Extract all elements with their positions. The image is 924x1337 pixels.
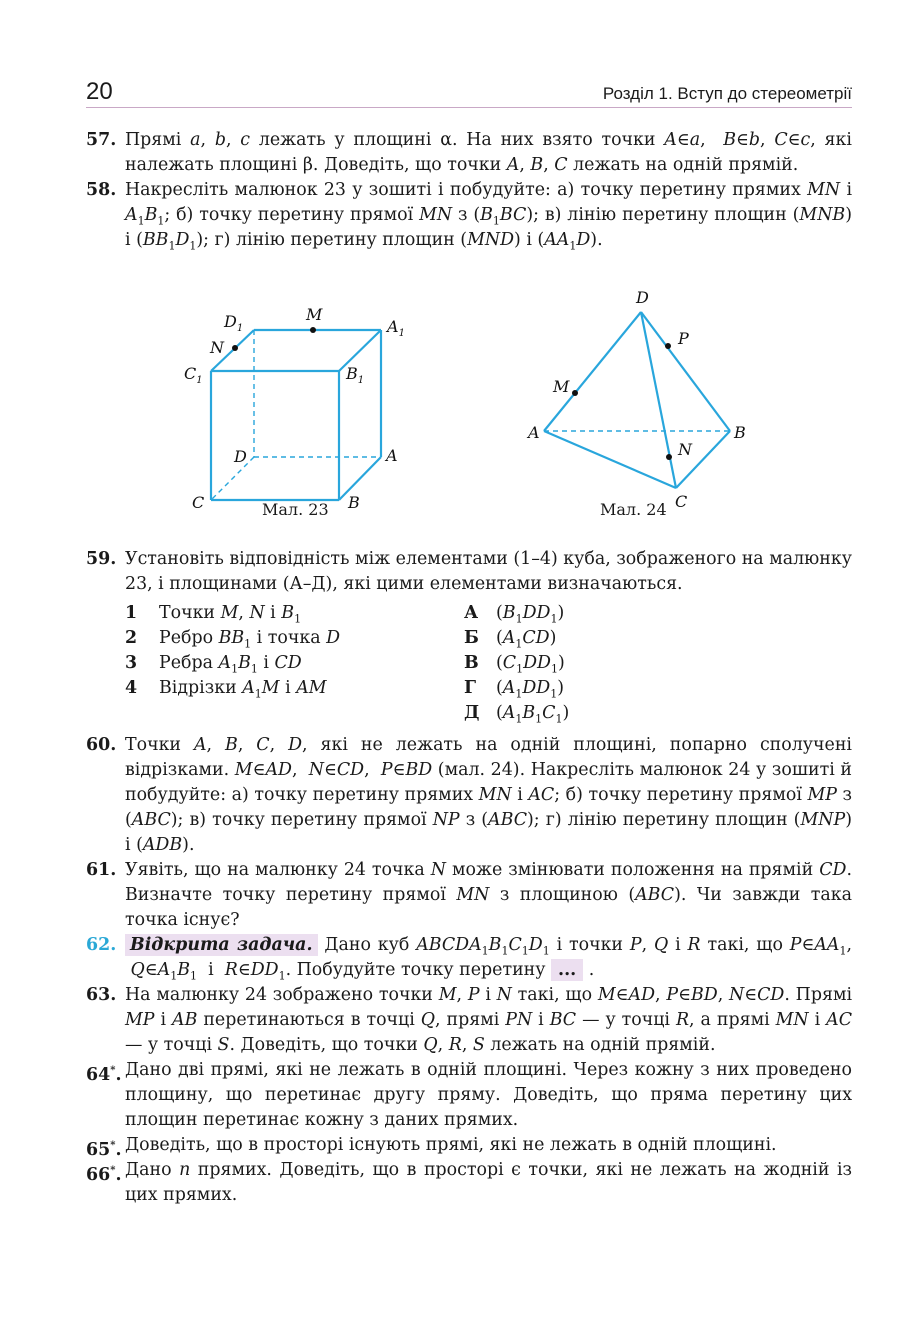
task-number: 57. xyxy=(86,130,117,150)
task-60 xyxy=(86,733,852,858)
task-62 xyxy=(86,933,852,983)
figure-caption: Мал. 23 xyxy=(262,500,329,519)
task-63 xyxy=(86,983,852,1058)
ellipsis-placeholder: ... xyxy=(551,959,583,981)
task-number: 58. xyxy=(86,180,117,200)
match-left-item: 1 Точки M, N і $B_1$ xyxy=(125,603,302,626)
task-66 xyxy=(86,1158,852,1208)
task-number: 65*. xyxy=(86,1139,122,1160)
figure-cube xyxy=(174,253,504,535)
svg-text:A: A xyxy=(528,423,540,442)
svg-text:N: N xyxy=(678,440,692,459)
match-left-item: 3 Ребра $A_1B_1$ і CD xyxy=(125,653,302,676)
page-number: 20 xyxy=(86,78,113,105)
task-text: Відкрита задача. Дано куб $ABCDA_1B_1C_1D_1$ і точки P, Q і R такі, що $P\in AA_1$, $Q\in A_1B_1$ і $R\in DD_1$. Побудуйте точку перетину ... . xyxy=(125,935,852,983)
svg-text:B1: $B_1$ xyxy=(346,364,365,386)
tetrahedron-diagram xyxy=(516,253,806,535)
task-text: Дано n прямих. Доведіть, що в просторі є точки, які не лежать на жодній із цих прямих. xyxy=(125,1160,852,1205)
page-header xyxy=(86,78,852,108)
task-number: 64*. xyxy=(86,1064,122,1085)
task-number: 62. xyxy=(86,935,117,955)
task-text: Доведіть, що в просторі існують прямі, які не лежать в одній площині. xyxy=(125,1135,777,1155)
match-left-item: 2 Ребро $BB_1$ і точка D xyxy=(125,628,341,651)
task-59 xyxy=(86,547,852,597)
match-right-item: Д $(A_1B_1C_1)$ xyxy=(464,703,570,726)
task-number: 60. xyxy=(86,735,117,755)
svg-text:M: M xyxy=(553,377,570,396)
match-right-item: Б $(A_1CD)$ xyxy=(464,628,557,651)
svg-text:D1: $D_1$ xyxy=(224,312,244,334)
svg-text:D: D xyxy=(636,288,649,307)
running-head: Розділ 1. Вступ до стереометрії xyxy=(602,84,852,103)
svg-text:B: B xyxy=(348,493,360,512)
open-task-badge: Відкрита задача. xyxy=(125,934,318,956)
header-rule xyxy=(86,107,852,108)
match-right-item: Г $(A_1DD_1)$ xyxy=(464,678,565,701)
task-text: Дано дві прямі, які не лежать в одній площині. Через кожну з них проведено площину, що перетинає другу пряму. Доведіть, що пряма перетину цих площин перетинає кожну з даних прямих. xyxy=(125,1060,852,1130)
figures-row xyxy=(86,253,852,535)
svg-text:N: N xyxy=(210,338,224,357)
task-number: 66*. xyxy=(86,1164,122,1185)
task-number: 63. xyxy=(86,985,117,1005)
task-text: Уявіть, що на малюнку 24 точка N може змінювати положення на прямій CD. Визначте точку перетину прямої MN з площиною (ABC). Чи завжди така точка існує? xyxy=(125,860,852,930)
task-text: Прямі a, b, c лежать у площині α. На них взято точки A∈a, B∈b, C∈c, які належать площині β. Доведіть, що точки A, B, C лежать на одній прямій. xyxy=(125,130,852,175)
cube-diagram xyxy=(174,253,504,535)
task-text: Точки A, B, C, D, які не лежать на одній площині, попарно сполучені відрізками. M∈AD, N∈CD, P∈BD (мал. 24). Накресліть малюнок 24 у зошиті й побудуйте: а) точку перетину прямих MN і AC; б) точку перетину прямої MP з (ABC); в) точку перетину прямої NP з (ABC); г) лінію перетину площин (MNP) і (ADB). xyxy=(125,735,852,855)
task-text: На малюнку 24 зображено точки M, P і N такі, що M∈AD, P∈BD, N∈CD. Прямі MP і AB перетинаються в точці Q, прямі PN і BC — у точці R, а прямі MN і AC — у точці S. Доведіть, що точки Q, R, S лежать на одній прямій. xyxy=(125,985,853,1055)
task-text: Накресліть малюнок 23 у зошиті і побудуйте: а) точку перетину прямих MN і $A_1B_1$; б) точку перетину прямої MN з $(B_1BC)$; в) лінію перетину площин (MNB) і $(BB_1D_1)$; г) лінію перетину площин (MND) і $(AA_1D)$. xyxy=(125,180,853,253)
task-58 xyxy=(86,178,852,253)
svg-text:A1: $A_1$ xyxy=(387,317,405,339)
page-content xyxy=(86,128,852,1208)
match-right-item: В $(C_1DD_1)$ xyxy=(464,653,565,676)
figure-tetrahedron xyxy=(516,253,806,535)
svg-text:P: P xyxy=(678,329,689,348)
task-61 xyxy=(86,858,852,933)
svg-text:A: A xyxy=(386,446,398,465)
figure-caption: Мал. 24 xyxy=(600,500,667,519)
svg-text:B: B xyxy=(734,423,746,442)
svg-text:D: D xyxy=(234,447,247,466)
svg-text:M: M xyxy=(306,305,323,324)
svg-text:C1: $C_1$ xyxy=(184,364,203,386)
task-65 xyxy=(86,1133,852,1158)
task-number: 61. xyxy=(86,860,117,880)
svg-text:C: C xyxy=(675,492,688,511)
task-number: 59. xyxy=(86,549,117,569)
task-57 xyxy=(86,128,852,178)
match-left-item: 4 Відрізки $A_1M$ і AM xyxy=(125,678,327,701)
task-text: Установіть відповідність між елементами (1–4) куба, зображеного на малюнку 23, і площинами (А–Д), які цими елементами визначаються. xyxy=(125,549,852,594)
svg-text:C: C xyxy=(192,493,205,512)
match-right-item: А $(B_1DD_1)$ xyxy=(464,603,565,626)
task-64 xyxy=(86,1058,852,1133)
matching-table xyxy=(86,601,852,729)
